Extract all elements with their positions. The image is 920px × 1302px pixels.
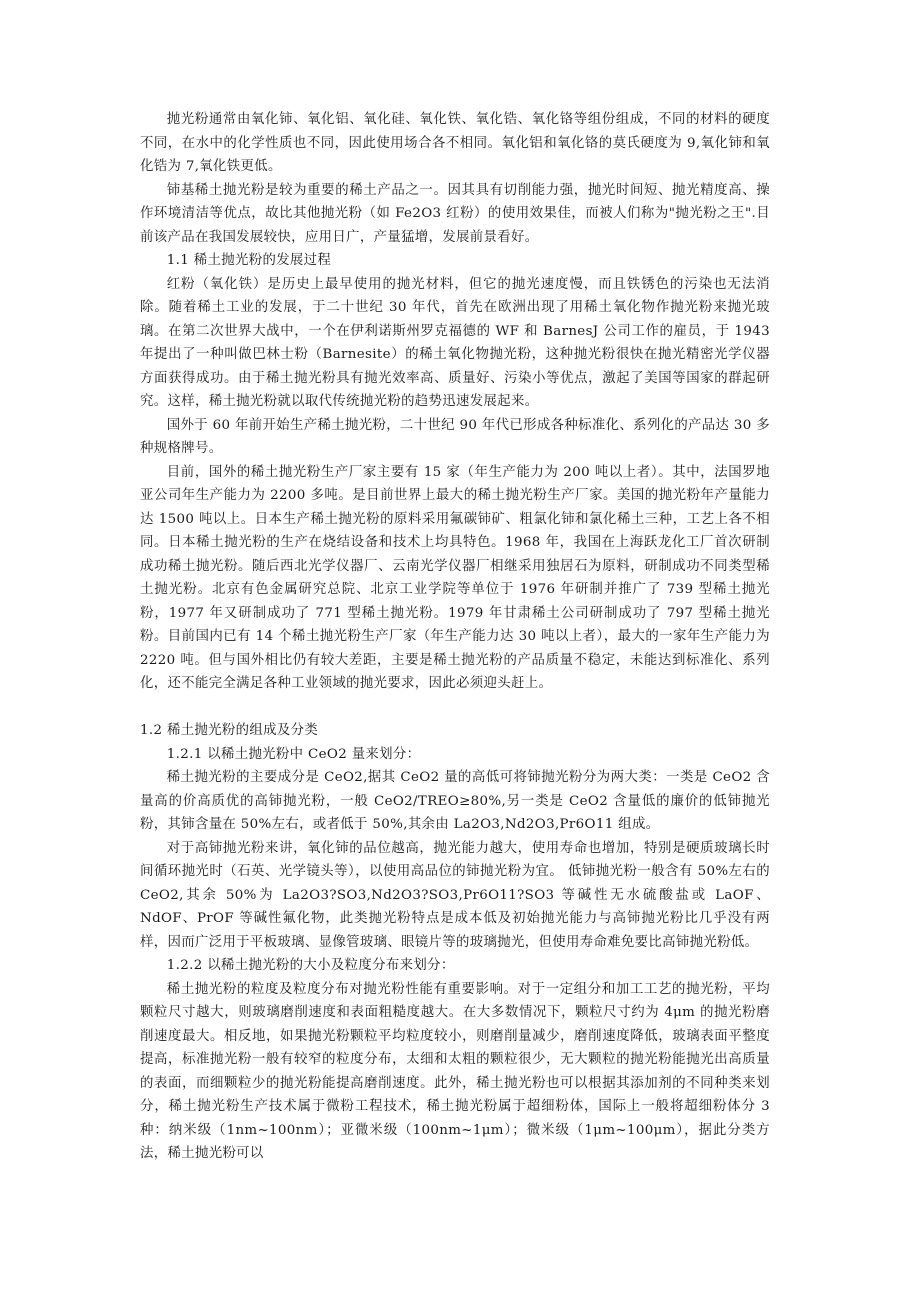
paragraph-polishing-powder-composition: 抛光粉通常由氧化铈、氧化铝、氧化硅、氧化铁、氧化锆、氧化铬等组份组成，不同的材料的硬度不同，在水中的化学性质也不同，因此使用场合各不相同。氧化铝和氧化铬的莫氏硬度为 9,氧化铈和氧化锆为 7,氧化铁更低。 [140,112,770,174]
paragraph-manufacturers: 目前，国外的稀土抛光粉生产厂家主要有 15 家（年生产能力为 200 吨以上者）。其中，法国罗地亚公司年生产能力为 2200 多吨。是目前世界上最大的稀土抛光粉生产厂家。美国的抛光粉年产量能力达 1500 吨以上。日本生产稀土抛光粉的原料采用氟碳铈矿、粗氯化铈和氯化稀土三种，工艺上各不相同。日本稀土抛光粉的生产在烧结设备和技术上均具特色。1968 年，我国在上海跃龙化工厂首次研制成功稀土抛光粉。随后西北光学仪器厂、云南光学仪器厂相继采用独居石为原料，研制成功不同类型稀土抛光粉。北京有色金属研究总院、北京工业学院等单位于 1976 年研制并推广了 739 型稀土抛光粉，1977 年又研制成功了 771 型稀土抛光粉。1979 年甘肃稀土公司研制成功了 797 型稀土抛光粉。目前国内已有 14 个稀土抛光粉生产厂家（年生产能力达 30 吨以上者），最大的一家年生产能力为 2220 吨。但与国外相比仍有较大差距，主要是稀土抛光粉的产品质量不稳定，未能达到标准化、系列化，还不能完全满足各种工业领域的抛光要求，因此必须迎头赶上。 [140,464,770,691]
paragraph-ceo2-classification: 稀土抛光粉的主要成分是 CeO2,据其 CeO2 量的高低可将铈抛光粉分为两大类：一类是 CeO2 含量高的价高质优的高铈抛光粉，一般 CeO2/TREO≥80%,另一类是 CeO2 含量低的廉价的低铈抛光粉，其铈含量在 50%左右，或者低于 50%,其余由 La2O3,Nd2O3,Pr6O11 组成。 [140,770,770,832]
paragraph-history: 红粉（氧化铁）是历史上最早使用的抛光材料，但它的抛光速度慢，而且铁锈色的污染也无法消除。随着稀土工业的发展，于二十世纪 30 年代，首先在欧洲出现了用稀土氧化物作抛光粉来抛光玻璃。在第二次世界大战中，一个在伊利诺斯州罗克福德的 WF 和 BarnesJ 公司工作的雇员，于 1943 年提出了一种叫做巴林士粉（Barnesite）的稀土氧化物抛光粉，这种抛光粉很快在抛光精密光学仪器方面获得成功。由于稀土抛光粉具有抛光效率高、质量好、污染小等优点，激起了美国等国家的群起研究。这样，稀土抛光粉就以取代传统抛光粉的趋势迅速发展起来。 [140,276,770,409]
blank-line [140,696,770,720]
paragraph-cerium-based-powder: 铈基稀土抛光粉是较为重要的稀土产品之一。因其具有切削能力强，抛光时间短、抛光精度高、操作环境清洁等优点，故比其他抛光粉（如 Fe2O3 红粉）的使用效果佳，而被人们称为"抛光粉之王".目前该产品在我国发展较快，应用日广，产量猛增，发展前景看好。 [140,182,770,245]
paragraph-foreign-production: 国外于 60 年前开始生产稀土抛光粉，二十世纪 90 年代已形成各种标准化、系列化的产品达 30 多种规格牌号。 [140,417,770,456]
heading-1-2-1: 1.2.1 以稀土抛光粉中 CeO2 量来划分： [166,746,421,762]
heading-1-2-2: 1.2.2 以稀土抛光粉的大小及粒度分布来划分： [166,958,455,973]
heading-1-1: 1.1 稀土抛光粉的发展过程 [166,253,332,268]
paragraph-particle-size: 稀土抛光粉的粒度及粒度分布对抛光粉性能有重要影响。对于一定组分和加工工艺的抛光粉，平均颗粒尺寸越大，则玻璃磨削速度和表面粗糙度越大。在大多数情况下，颗粒尺寸约为 4μm 的抛光粉磨削速度最大。相反地，如果抛光粉颗粒平均粒度较小，则磨削量减少，磨削速度降低，玻璃表面平整度提高，标准抛光粉一般有较窄的粒度分布，太细和太粗的颗粒很少，无大颗粒的抛光粉能抛光出高质量的表面，而细颗粒少的抛光粉能提高磨削速度。此外，稀土抛光粉也可以根据其添加剂的不同种类来划分，稀土抛光粉生产技术属于微粉工程技术，稀土抛光粉属于超细粉体，国际上一般将超细粉体分 3 种：纳米级（1nm~100nm）；亚微米级（100nm~1μm）；微米级（1μm~100μm），据此分类方法，稀土抛光粉可以 [140,981,770,1161]
heading-1-2: 1.2 稀土抛光粉的组成及分类 [140,723,319,738]
document-page [140,108,770,1166]
paragraph-high-low-cerium: 对于高铈抛光粉来讲，氧化铈的品位越高，抛光能力越大，使用寿命也增加，特别是硬质玻璃长时间循环抛光时（石英、光学镜头等），以使用高品位的铈抛光粉为宜。 低铈抛光粉一般含有 50%左右的 CeO2,其余 50%为 La2O3?SO3,Nd2O3?SO3,Pr6O11?SO3 等碱性无水硫酸盐或 LaOF、NdOF、PrOF 等碱性氟化物，此类抛光粉特点是成本低及初始抛光能力与高铈抛光粉比几乎没有两样，因而广泛用于平板玻璃、显像管玻璃、眼镜片等的玻璃抛光，但使用寿命难免要比高铈抛光粉低。 [140,840,770,950]
